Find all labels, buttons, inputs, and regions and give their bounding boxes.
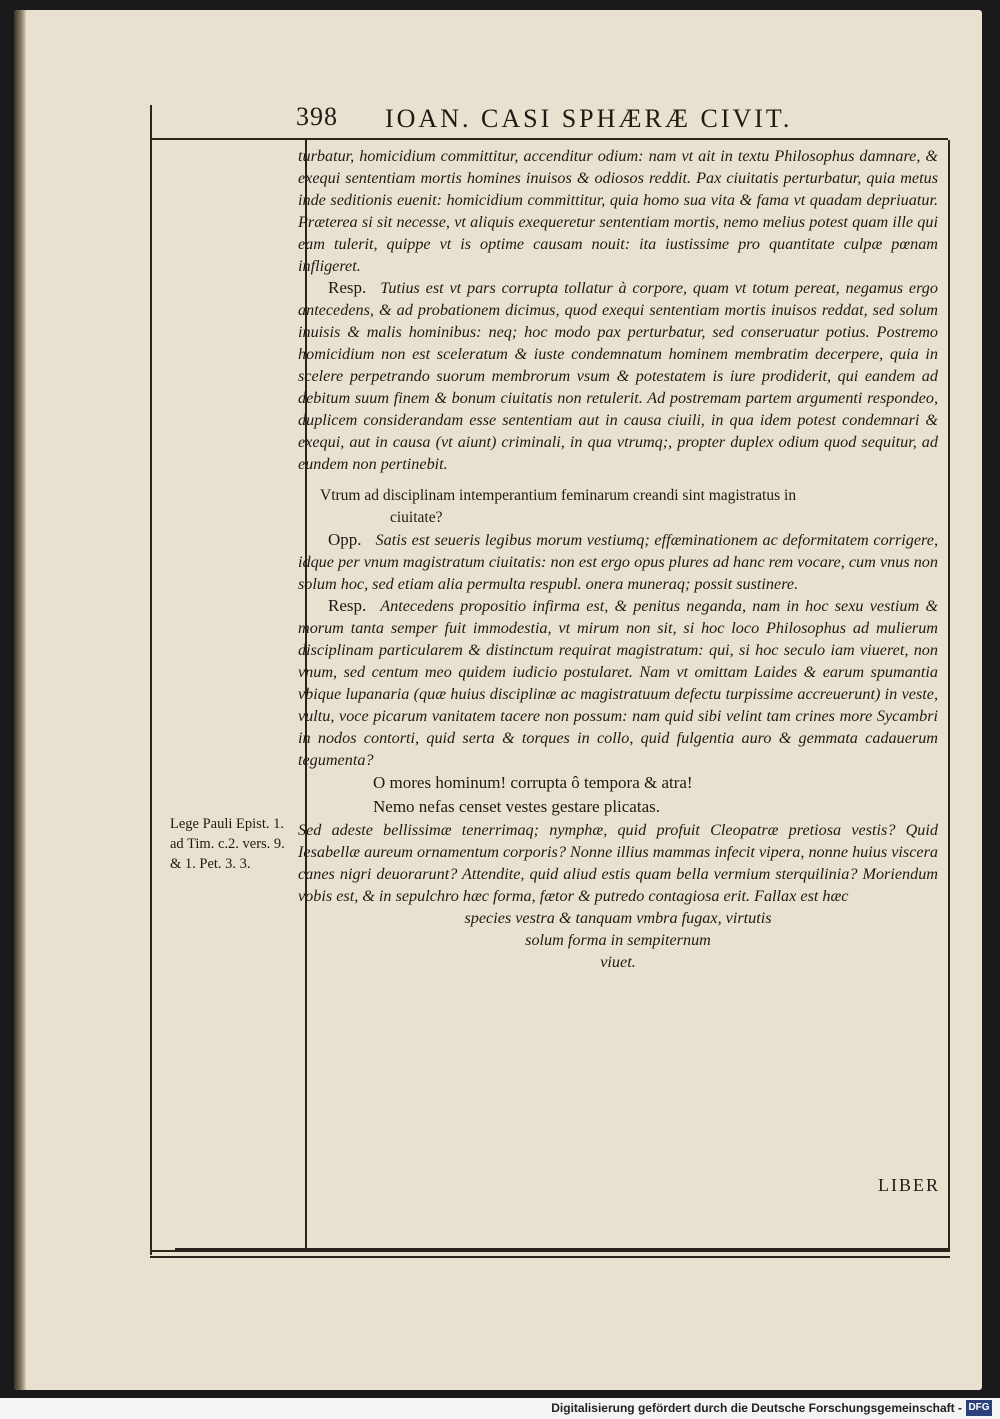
running-head: IOAN. CASI SPHÆRÆ CIVIT. xyxy=(385,104,793,133)
footer-credit: Digitalisierung gefördert durch die Deutsche Forschungsgemeinschaft - xyxy=(551,1401,962,1415)
resp-text: Tutius est vt pars corrupta tollatur à corpore, quam vt totum pereat, negamus ergo antecedens, & ad probationem dicimus, quod exequi sententiam mortis inuisos reddat, sed solum inuisis & malis hominibus: neq; hoc modo pax perturbatur, sed conseruatur potius. Postremo homicidium non est sceleratum & iuste condemnatum hominem membratim decerpere, quia in scelere perpetrando suorum membrorum vsum & potestatem is iure prodiderit, qui eandem ad debitum suum finem & bonum ciuitatis non retulerit. Ad postremam partem argumenti respondeo, duplicem considerandam esse sententiam aut in causa ciuili, in qua idem potest condemnari & exequi, aut in causa (vt aiunt) criminali, in qua vtrumq;, propter duplex odium quod sequitur, ad eundem non pertinebit. xyxy=(298,279,938,473)
scan-edge xyxy=(14,10,26,1390)
opp-text: Satis est seueris legibus morum vestiumq; effæminationem ac deformitatem corrigere, idque per vnum magistratum ciuitatis: non est ergo opus plures ad hanc rem vocare, cum vnus non solum hoc, sed etiam alia permulta respubl. onera muneraq; possit sustinere. xyxy=(298,531,938,593)
resp-label: Resp. xyxy=(328,278,367,297)
question-line-2: ciuitate? xyxy=(390,509,443,526)
catchword: LIBER xyxy=(878,1175,940,1195)
footer-bar xyxy=(0,1398,1000,1419)
main-text xyxy=(298,145,938,973)
opp-label: Opp. xyxy=(328,530,362,549)
dfg-logo: DFG xyxy=(966,1400,992,1416)
tail-line-2: solum forma in sempiternum xyxy=(525,931,711,949)
paragraph-final: Sed adeste bellissimæ tenerrimaq; nymphæ, quid profuit Cleopatræ pretiosa vestis? Quid Iesabellæ aureum ornamentum corporis? Nonne illius mammas infecit vipera, nonne huius viscera canes nigri deuorarunt? Attendite, quid aliud estis quam bella vermium sterquilinia? Moriendum vobis est, & in sepulchro hæc forma, fætor & putredo contagiosa erit. Fallax est hæc xyxy=(298,821,938,905)
question-heading xyxy=(298,485,938,529)
tail-line-3: viuet. xyxy=(600,953,636,971)
question-line-1: Vtrum ad disciplinam intemperantium feminarum creandi sint magistratus in xyxy=(320,487,797,504)
verse-line-1: O mores hominum! corrupta ô tempora & atra! xyxy=(373,773,693,792)
bottom-rule-outer xyxy=(150,1256,950,1258)
paragraph-objection-continued: turbatur, homicidium committitur, accenditur odium: nam vt ait in textu Philosophus damnare, & exequi sententiam mortis homines inuisos & odiosos reddit. Pax ciuitatis perturbatur, quia metus inde seditionis euenit: homicidium committitur, quia homo sua vita & fama vt quadam depriuatur. Præterea si sit necesse, vt aliquis exequeretur sententiam mortis, nemo melius potest quam ille qui eam tulerit, quippe vt is optime causam nouit: ita iustissime pro quantitate culpæ pœnam infligeret. xyxy=(298,147,938,275)
resp-label: Resp. xyxy=(328,596,367,615)
bottom-rule xyxy=(175,1248,950,1251)
paragraph-response-2 xyxy=(298,595,938,771)
paragraph-opposition xyxy=(298,529,938,595)
page-number: 398 xyxy=(296,102,338,131)
margin-note: Lege Pauli Epist. 1. ad Tim. c.2. vers. 9. & 1. Pet. 3. 3. xyxy=(170,816,285,872)
resp-text: Antecedens propositio infirma est, & penitus neganda, nam in hoc sexu vestium & morum tanta semper fuit immodestia, vt mirum non sit, si hoc loco Philosophus ad mulierum disciplinam particularem & distinctum requirat magistratum: qui, si hoc seculo iam viueret, non vnum, sed centum meo quidem iudicio postularet. Nam vt omittam Laides & earum spumantia vbique lupanaria (quæ huius disciplinæ ac magistratuum defectu turpissime accreuerunt) in veste, vultu, voce picarum vanitatem tacere non possum: nam quid sibi velint tam crines more Sycambri in nodos contorti, quid serta & torques in collo, quid fulgentia auro & gemmata cadauerum tegumenta? xyxy=(298,597,938,769)
paragraph-response-1 xyxy=(298,277,938,475)
tail-line-1: species vestra & tanquam vmbra fugax, virtutis xyxy=(464,909,772,927)
verse-line-2: Nemo nefas censet vestes gestare plicatas. xyxy=(373,797,660,816)
